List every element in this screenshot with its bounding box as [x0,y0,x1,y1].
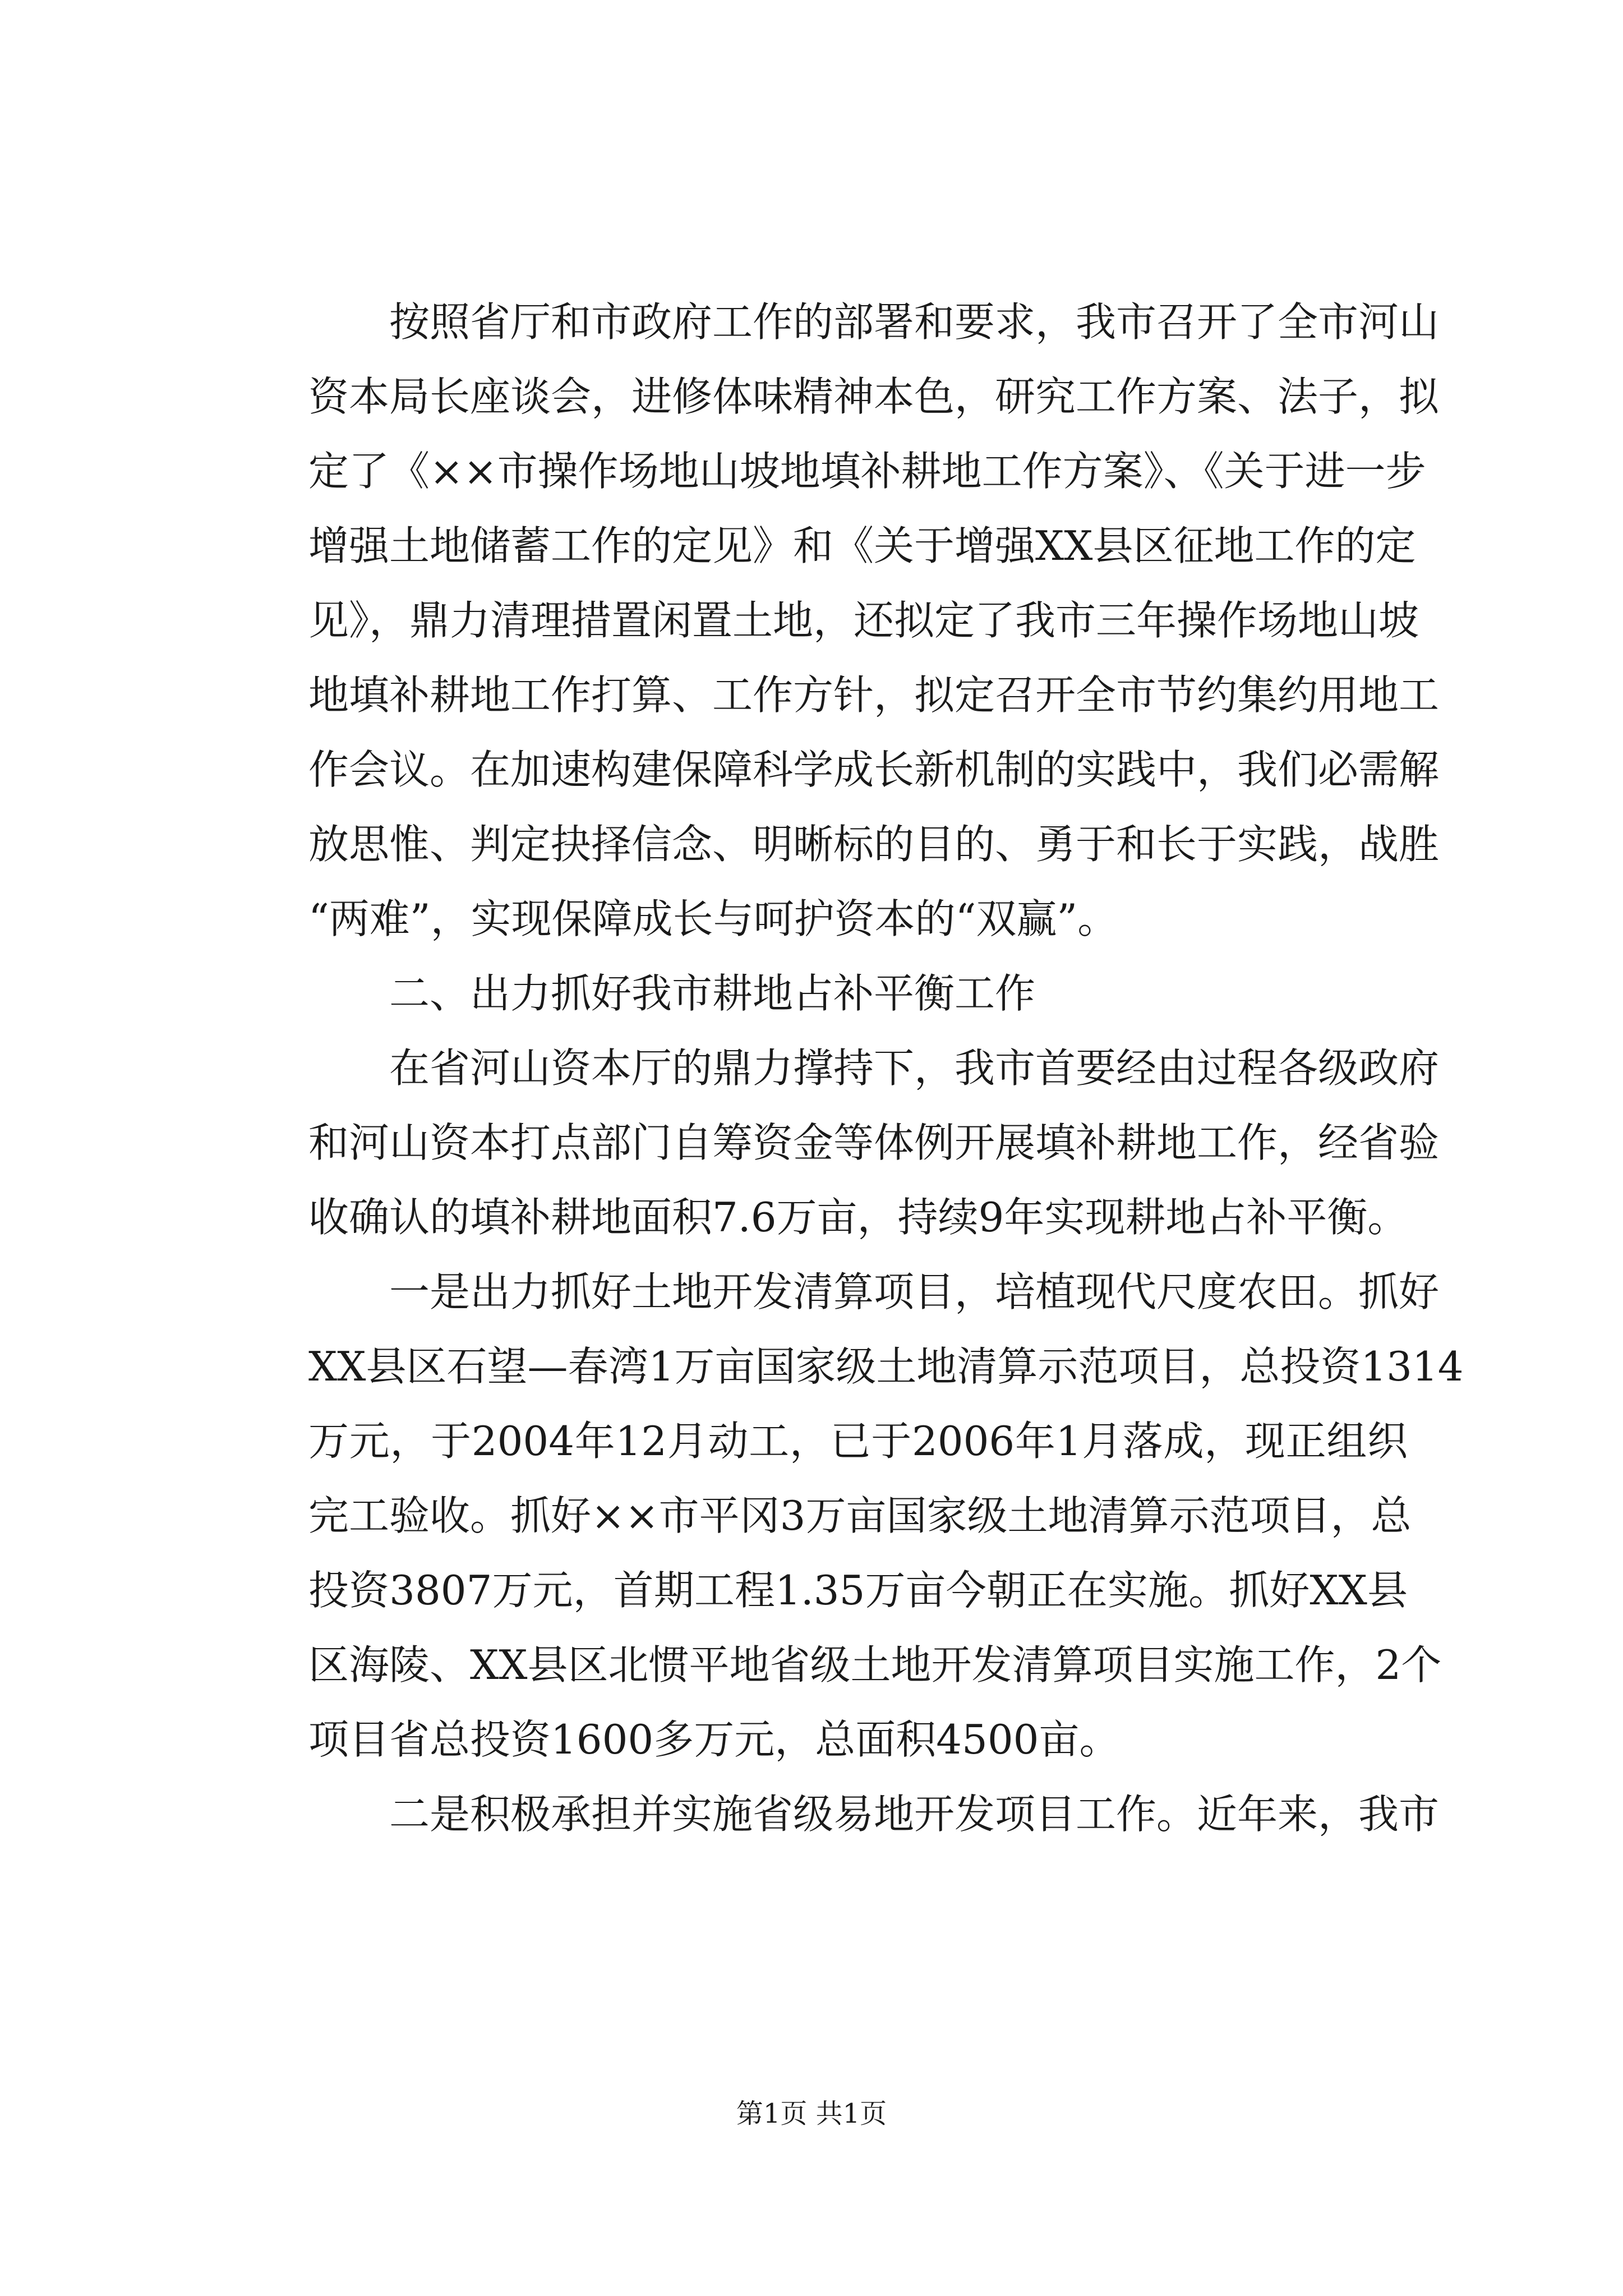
paragraph-line: 项目省总投资1600多万元，总面积4500亩。 [308,1716,1120,1763]
paragraph-line: 增强土地储蓄工作的定见》和《关于增强XX县区征地工作的定 [308,522,1416,569]
paragraph-line: 一是出力抓好土地开发清算项目，培植现代尺度农田。抓好 [308,1268,1440,1315]
paragraph-line: 收确认的填补耕地面积7.6万亩，持续9年实现耕地占补平衡。 [308,1194,1408,1241]
paragraph-line: 投资3807万元，首期工程1.35万亩今朝正在实施。抓好XX县 [308,1567,1408,1614]
paragraph-line: 在省河山资本厅的鼎力撑持下，我市首要经由过程各级政府 [308,1045,1440,1092]
paragraph-line: XX县区石望—春湾1万亩国家级土地清算示范项目，总投资1314 [308,1343,1464,1390]
paragraph-line: 完工验收。抓好××市平冈3万亩国家级土地清算示范项目，总 [308,1492,1412,1539]
paragraph-line: 和河山资本打点部门自筹资金等体例开展填补耕地工作，经省验 [308,1119,1440,1166]
page-footer: 第1页 共1页 [736,2098,887,2129]
paragraph-line: 作会议。在加速构建保障科学成长新机制的实践中，我们必需解 [308,746,1440,793]
paragraph-line: 定了《××市操作场地山坡地填补耕地工作方案》、《关于进一步 [308,448,1426,495]
paragraph-line: 二是积极承担并实施省级易地开发项目工作。近年来，我市 [308,1791,1440,1838]
paragraph-line: 资本局长座谈会，进修体味精神本色，研究工作方案、法子，拟 [308,373,1440,420]
document-body [308,285,1464,1852]
paragraph-line: “两难”，实现保障成长与呵护资本的“双赢”。 [308,895,1118,942]
paragraph-line: 按照省厅和市政府工作的部署和要求，我市召开了全市河山 [308,298,1440,346]
paragraph-line: 二、出力抓好我市耕地占补平衡工作 [308,970,1036,1017]
paragraph-line: 区海陵、XX县区北惯平地省级土地开发清算项目实施工作，2个 [308,1641,1442,1688]
paragraph-line: 放思惟、判定抉择信念、明晰标的目的、勇于和长于实践，战胜 [308,821,1440,868]
paragraph-line: 见》，鼎力清理措置闲置土地，还拟定了我市三年操作场地山坡 [308,597,1419,644]
paragraph-line: 万元，于2004年12月动工，已于2006年1月落成，现正组织 [308,1418,1408,1465]
paragraph-line: 地填补耕地工作打算、工作方针，拟定召开全市节约集约用地工 [308,671,1440,719]
